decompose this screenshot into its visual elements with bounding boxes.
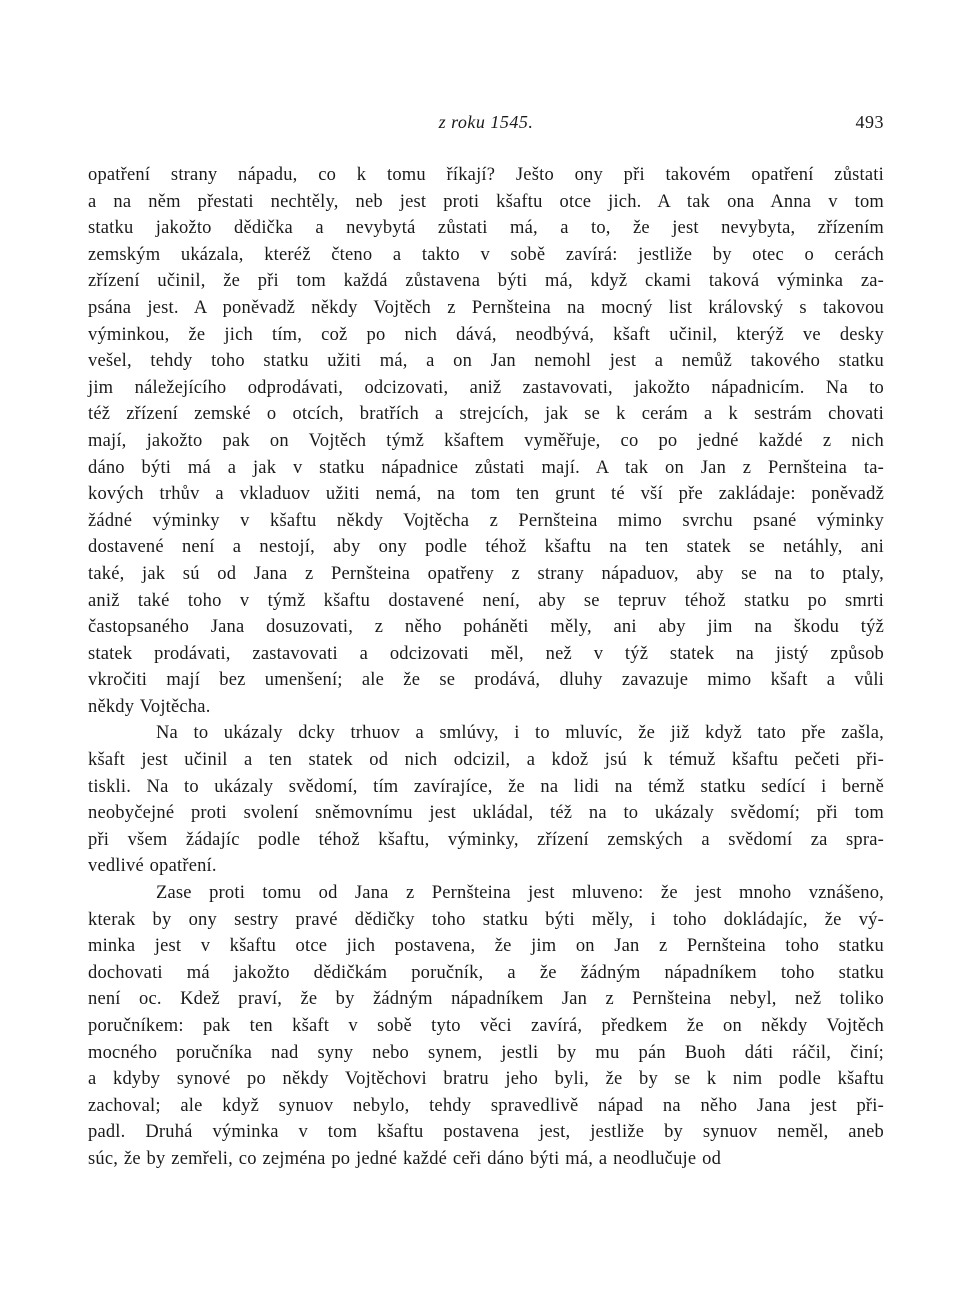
text-line: žádné výminky v kšaftu někdy Vojtěcha z Pernšteina mimo svrchu psané výminky: [88, 510, 884, 531]
text-line: zřízení učinil, že při tom každá zůstavena býti má, když ckami taková výminka za-: [88, 271, 884, 292]
text-line: kových trhův a vkladuov užiti nemá, na tom ten grunt té vší pře zakládaje: poněvadž: [88, 484, 884, 505]
text-line: jim náležejícího odprodávati, odcizovati, aniž zastavovati, jakožto nápadnicím. Na to: [88, 377, 884, 398]
text-line: výminkou, že jich tím, což po nich dává, neodbývá, kšaft učinil, kterýž ve desky: [88, 324, 884, 345]
text-line: dostavené není a nestojí, aby ony podle téhož kšaftu na ten statek se netáhly, ani: [88, 537, 884, 558]
text-line: někdy Vojtěcha.: [88, 696, 211, 717]
text-line: mají, jakožto pak on Vojtěch týmž kšaftem vyměřuje, co po jedné každé z nich: [88, 430, 884, 451]
text-line: zemským ukázala, kteréž čteno a takto v sobě zavírá: jestliže by otec o cerách: [88, 244, 884, 265]
text-line: vkročiti mají bez umenšení; ale že se prodává, dluhy zavazuje mimo kšaft a vůli: [88, 670, 884, 691]
text-line: a na něm přestati nechtěly, neb jest proti kšaftu otce jich. A tak ona Anna v tom: [88, 191, 884, 212]
text-line: tiskli. Na to ukázaly svědomí, tím zavírajíce, že na lidi na témž statku sedící i berně: [88, 776, 884, 797]
text-line: při všem žádajíc podle téhož kšaftu, výminky, zřízení zemských a svědomí za spra-: [88, 829, 884, 850]
text-line: padl. Druhá výminka v tom kšaftu postavena jest, jestliže by synuov neměl, aneb: [88, 1122, 884, 1143]
text-line: Zase proti tomu od Jana z Pernšteina jest mluveno: že jest mnoho vznášeno,: [156, 883, 884, 904]
text-line: a kdyby synové po někdy Vojtěchovi bratru jeho byli, že by se k nim podle kšaftu: [88, 1069, 884, 1090]
text-line: není oc. Kdež praví, že by žádným nápadníkem Jan z Pernšteina nebyl, než toliko: [88, 989, 884, 1010]
paragraph: [88, 720, 884, 880]
text-line: poručníkem: pak ten kšaft v sobě tyto věci zavírá, předkem že on někdy Vojtěch: [88, 1016, 884, 1036]
text-line: dáno býti má a jak v statku nápadnice zůstati mají. A tak on Jan z Pernšteina ta-: [88, 457, 884, 478]
text-line: súc, že by zemřeli, co zejména po jedné každé ceři dáno býti má, a neodlučuje od: [88, 1148, 722, 1169]
text-line: aniž také toho v týmž kšaftu dostavené není, aby se tepruv téhož statku po smrti: [88, 590, 884, 611]
running-head: [88, 112, 884, 142]
paragraph: [88, 162, 884, 720]
text-line: vešel, tehdy toho statku užiti má, a on Jan nemohl jest a nemůž takového statku: [88, 351, 884, 372]
text-line: opatření strany nápadu, co k tomu říkají? Ješto ony při takovém opatření zůstati: [88, 165, 884, 185]
text-line: též zřízení zemské o otcích, bratřích a strejcích, jak se k cerám a k sestrám chovati: [88, 404, 884, 425]
page-number: 493: [855, 112, 884, 132]
text-line: zachoval; ale když synuov nebylo, tehdy spravedlivě nápad na něho Jana jest při-: [88, 1095, 884, 1116]
text-line: statku jakožto dědička a nevybytá zůstati má, a to, že jest nevybyta, zřízením: [88, 218, 884, 239]
paragraph: [88, 880, 884, 1173]
text-line: mocného poručníka nad syny nebo synem, jestli by mu pán Buoh dáti ráčil, činí;: [88, 1042, 884, 1063]
text-line: častopsaného Jana dosuzovati, z něho poháněti měly, ani aby jim na škodu týž: [88, 617, 884, 638]
text-line: vedlivé opatření.: [88, 856, 217, 877]
text-line: kterak by ony sestry pravé dědičky toho statku býti měly, i toho dokládajíc, že vý-: [88, 909, 884, 930]
text-line: statek prodávati, zastavovati a odcizovati měl, než v týž statek na jistý způsob: [88, 643, 884, 664]
text-line: neobyčejné proti svolení sněmovnímu jest ukládal, též na to ukázaly svědomí; při tom: [88, 803, 884, 824]
text-line: minka jest v kšaftu otce jich postavena, že jim on Jan z Pernšteina toho statku: [88, 936, 884, 957]
text-line: Na to ukázaly dcky trhuov a smlúvy, i to mluvíc, že již když tato pře zašla,: [156, 723, 884, 744]
text-line: psána jest. A poněvadž někdy Vojtěch z Pernšteina na mocný list královský s takovou: [88, 297, 884, 318]
running-title: z roku 1545.: [438, 112, 534, 132]
text-line: také, jak sú od Jana z Pernšteina opatřeny z strany nápaduov, aby se na to ptaly,: [88, 563, 884, 584]
book-page: [88, 112, 884, 1173]
text-line: kšaft jest učinil a ten statek od nich odcizil, a kdož jsú k témuž kšaftu pečeti při-: [88, 750, 884, 771]
text-line: dochovati má jakožto dědičkám poručník, a že žádným nápadníkem toho statku: [88, 962, 884, 983]
body-text: [88, 162, 884, 1173]
